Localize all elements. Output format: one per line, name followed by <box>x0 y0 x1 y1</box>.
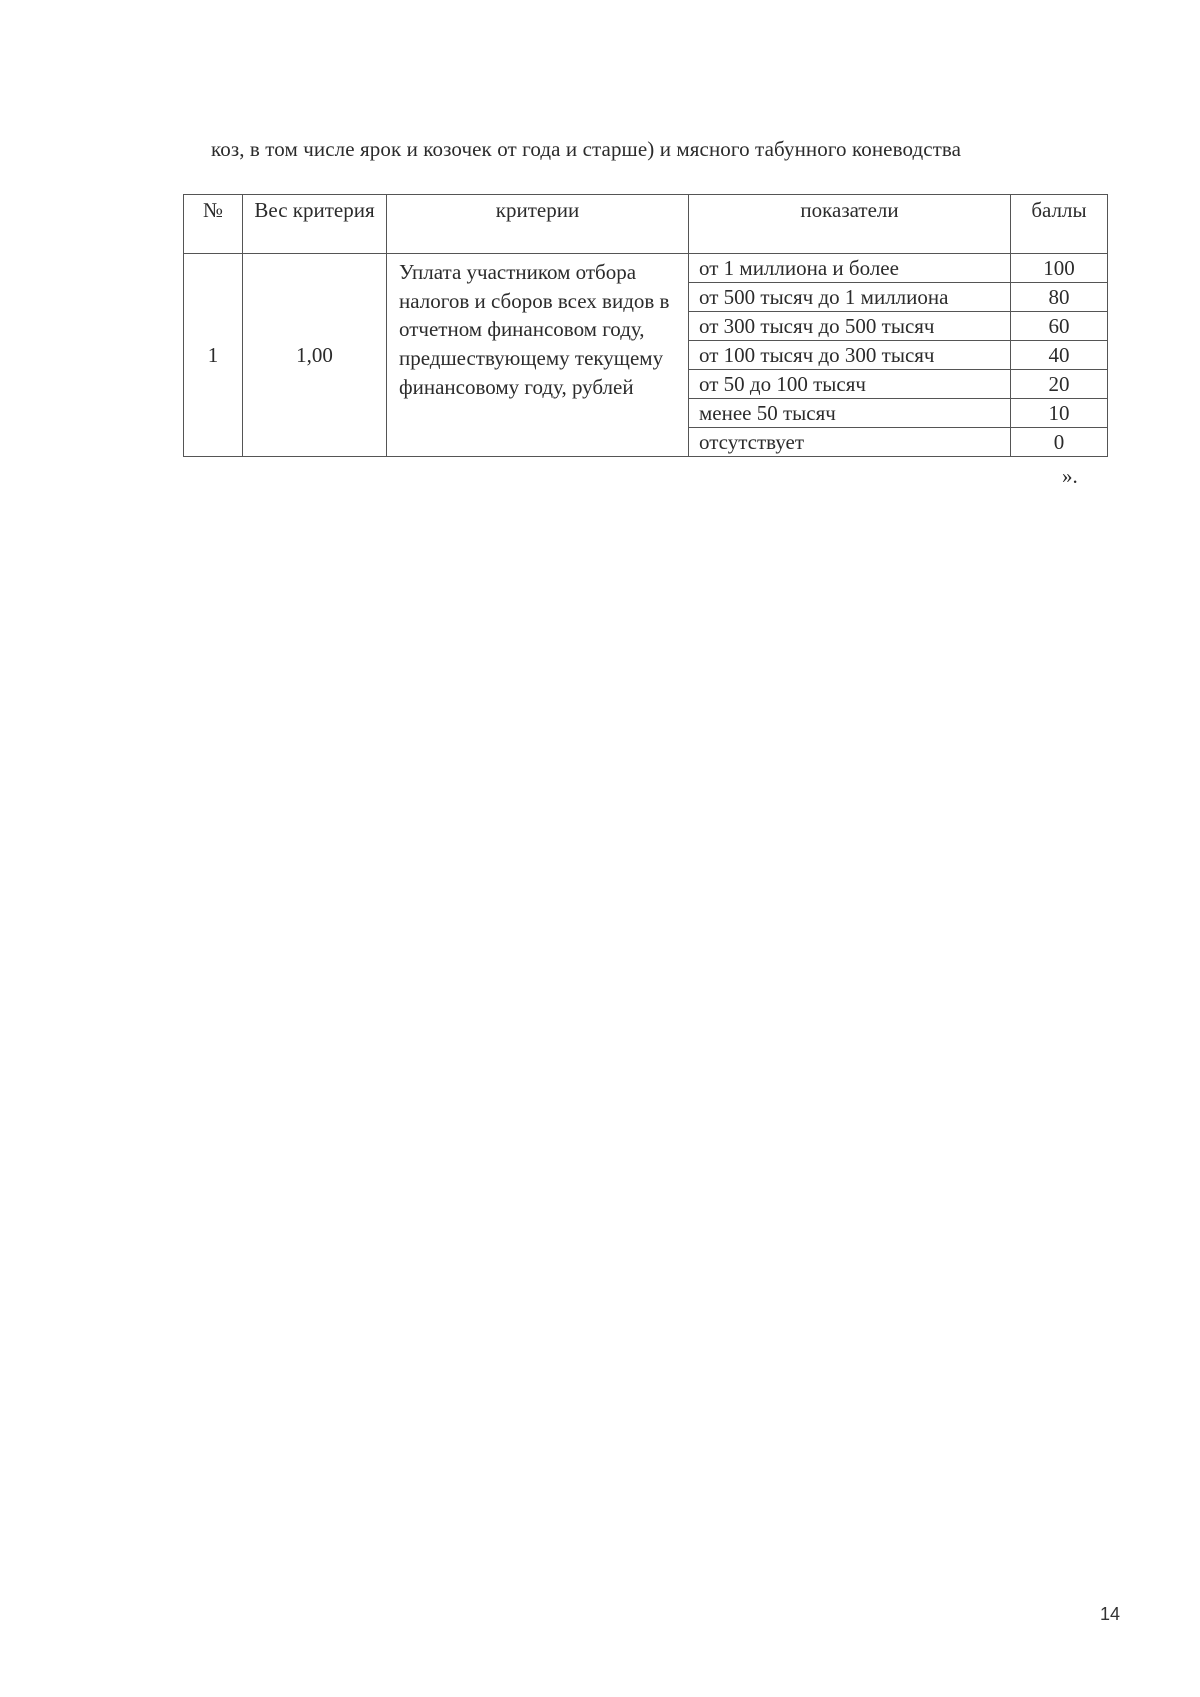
score-cell: 60 <box>1011 312 1108 341</box>
row-weight-cell: 1,00 <box>243 254 387 457</box>
row-number-cell: 1 <box>184 254 243 457</box>
score-cell: 40 <box>1011 341 1108 370</box>
row-criterion-cell: Уплата участником отбора налогов и сборов всех видов в отчетном финансовом году, предшествующему текущему финансовому году, рублей <box>387 254 689 457</box>
indicator-cell: от 100 тысяч до 300 тысяч <box>689 341 1011 370</box>
score-cell: 100 <box>1011 254 1108 283</box>
header-weight: Вес критерия <box>243 195 387 254</box>
table-row <box>184 254 1108 283</box>
header-score: баллы <box>1011 195 1108 254</box>
indicator-cell: менее 50 тысяч <box>689 399 1011 428</box>
header-indicator: показатели <box>689 195 1011 254</box>
indicator-cell: от 1 миллиона и более <box>689 254 1011 283</box>
criteria-table <box>183 194 1108 457</box>
table-header-row <box>184 195 1108 254</box>
page-number: 14 <box>1100 1604 1121 1624</box>
indicator-cell: от 500 тысяч до 1 миллиона <box>689 283 1011 312</box>
score-cell: 20 <box>1011 370 1108 399</box>
score-cell: 0 <box>1011 428 1108 457</box>
score-cell: 80 <box>1011 283 1108 312</box>
intro-text-line: коз, в том числе ярок и козочек от года и старше) и мясного табунного коневодства <box>211 137 962 161</box>
indicator-cell: от 50 до 100 тысяч <box>689 370 1011 399</box>
indicator-cell: от 300 тысяч до 500 тысяч <box>689 312 1011 341</box>
header-criterion: критерии <box>387 195 689 254</box>
closing-quote: ». <box>1062 464 1078 488</box>
header-number: № <box>184 195 243 254</box>
table-header <box>184 195 1108 254</box>
indicator-cell: отсутствует <box>689 428 1011 457</box>
table-body <box>184 254 1108 457</box>
score-cell: 10 <box>1011 399 1108 428</box>
